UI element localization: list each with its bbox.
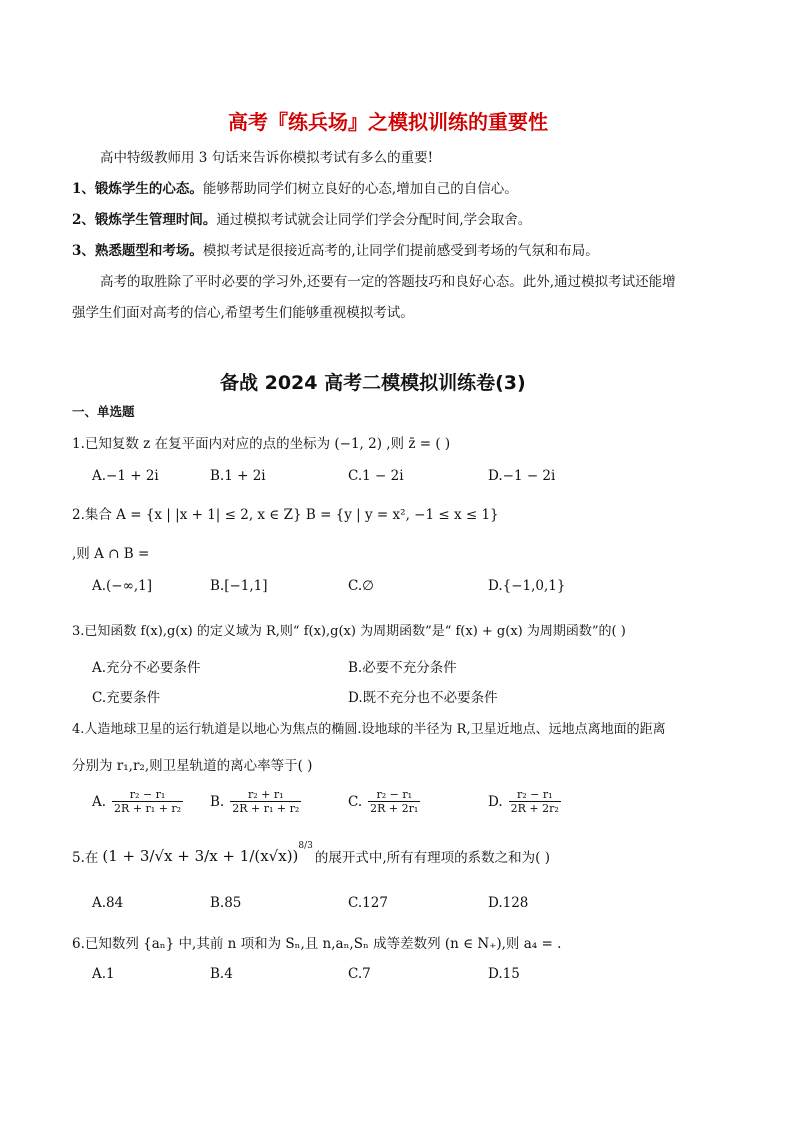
q4-option-d [488, 788, 561, 815]
point-head: 3、熟悉题型和考场。 [72, 243, 203, 259]
q6-option-a: A.1 [92, 966, 115, 982]
q2-option-b: B.[−1,1] [210, 578, 268, 594]
point-body: 能够帮助同学们树立良好的心态,增加自己的自信心。 [202, 181, 518, 197]
q6-stem: 6.已知数列 {aₙ} 中,其前 n 项和为 Sₙ,且 n,aₙ,Sₙ 成等差数列 (n ∈ N₊),则 a₄ = . [72, 936, 562, 952]
q6-option-c: C.7 [348, 966, 371, 982]
intro-point-1 [72, 177, 518, 197]
denominator: 2R + r₁ + r₂ [232, 802, 300, 815]
numerator: r₂ − r₁ [129, 788, 166, 801]
q3-option-b: B.必要不充分条件 [348, 660, 457, 676]
intro-closing-2: 强学生们面对高考的信心,希望考生们能够重视模拟考试。 [72, 305, 414, 321]
q1-stem: 1.已知复数 z 在复平面内对应的点的坐标为 (−1, 2) ,则 z̄ = ( ) [72, 436, 451, 452]
intro-closing-1: 高考的取胜除了平时必要的学习外,还要有一定的答题技巧和良好心态。此外,通过模拟考试还能增 [100, 274, 676, 290]
option-label: C. [348, 793, 363, 810]
q3-option-c: C.充要条件 [92, 690, 161, 706]
q3-stem: 3.已知函数 f(x),g(x) 的定义域为 R,则“ f(x),g(x) 为周期函数”是“ f(x) + g(x) 为周期函数”的( ) [72, 624, 626, 639]
option-label: A. [92, 793, 107, 810]
q3-option-a: A.充分不必要条件 [92, 660, 201, 676]
point-head: 2、锻炼学生管理时间。 [72, 212, 217, 228]
q1-option-a: A.−1 + 2i [92, 468, 159, 484]
fraction [230, 788, 301, 815]
fraction [368, 788, 420, 815]
q5-stem [72, 841, 551, 866]
q2-option-a: A.(−∞,1] [92, 578, 153, 594]
intro-title: 高考『练兵场』之模拟训练的重要性 [228, 110, 548, 134]
q5-option-d: D.128 [488, 895, 529, 911]
option-label: B. [210, 793, 225, 810]
q3-option-d: D.既不充分也不必要条件 [348, 690, 498, 706]
q1-option-c: C.1 − 2i [348, 468, 404, 484]
q4-stem: 4.人造地球卫星的运行轨道是以地心为焦点的椭圆.设地球的半径为 R,卫星近地点、远地点离地面的距离 [72, 722, 666, 737]
denominator: 2R + r₁ + r₂ [114, 802, 182, 815]
q5-option-a: A.84 [92, 895, 124, 911]
q5-exponent: 8/3 [298, 841, 313, 851]
q1-option-b: B.1 + 2i [210, 468, 266, 484]
q2-stem-2: ,则 A ∩ B = [72, 546, 150, 562]
q6-option-b: B.4 [210, 966, 233, 982]
point-head: 1、锻炼学生的心态。 [72, 181, 203, 197]
intro-lead: 高中特级教师用 3 句话来告诉你模拟考试有多么的重要! [100, 150, 434, 166]
q6-option-d: D.15 [488, 966, 520, 982]
q5-option-b: B.85 [210, 895, 242, 911]
q1-option-d: D.−1 − 2i [488, 468, 556, 484]
q2-stem: 2.集合 A = {x | |x + 1| ≤ 2, x ∈ Z} B = {y | y = x², −1 ≤ x ≤ 1} [72, 507, 499, 523]
denominator: 2R + 2r₂ [510, 802, 559, 815]
denominator: 2R + 2r₁ [370, 802, 419, 815]
numerator: r₂ − r₁ [516, 788, 553, 801]
point-body: 模拟考试是很接近高考的,让同学们提前感受到考场的气氛和布局。 [202, 243, 599, 259]
q5-expression: (1 + 3/√x + 3/x + 1/(x√x)) [102, 847, 299, 865]
section-heading: 一、单选题 [72, 404, 135, 419]
q2-option-c: C.∅ [348, 578, 374, 594]
numerator: r₂ + r₁ [247, 788, 284, 801]
fraction [509, 788, 561, 815]
intro-point-3 [72, 239, 599, 259]
q2-option-d: D.{−1,0,1} [488, 578, 566, 594]
numerator: r₂ − r₁ [376, 788, 412, 801]
q5-option-c: C.127 [348, 895, 388, 911]
point-body: 通过模拟考试就会让同学们学会分配时间,学会取舍。 [216, 212, 532, 228]
q4-option-b [210, 788, 301, 815]
option-label: D. [488, 793, 503, 810]
q4-stem-2: 分别为 r₁,r₂,则卫星轨道的离心率等于( ) [72, 758, 313, 774]
q4-option-a [92, 788, 183, 815]
q5-stem-post: 的展开式中,所有有理项的系数之和为( ) [314, 850, 551, 866]
q5-stem-pre: 5.在 [72, 850, 99, 866]
intro-point-2 [72, 208, 531, 228]
exam-title: 备战 2024 高考二模模拟训练卷(3) [220, 372, 526, 394]
q4-option-c [348, 788, 420, 815]
fraction [112, 788, 183, 815]
